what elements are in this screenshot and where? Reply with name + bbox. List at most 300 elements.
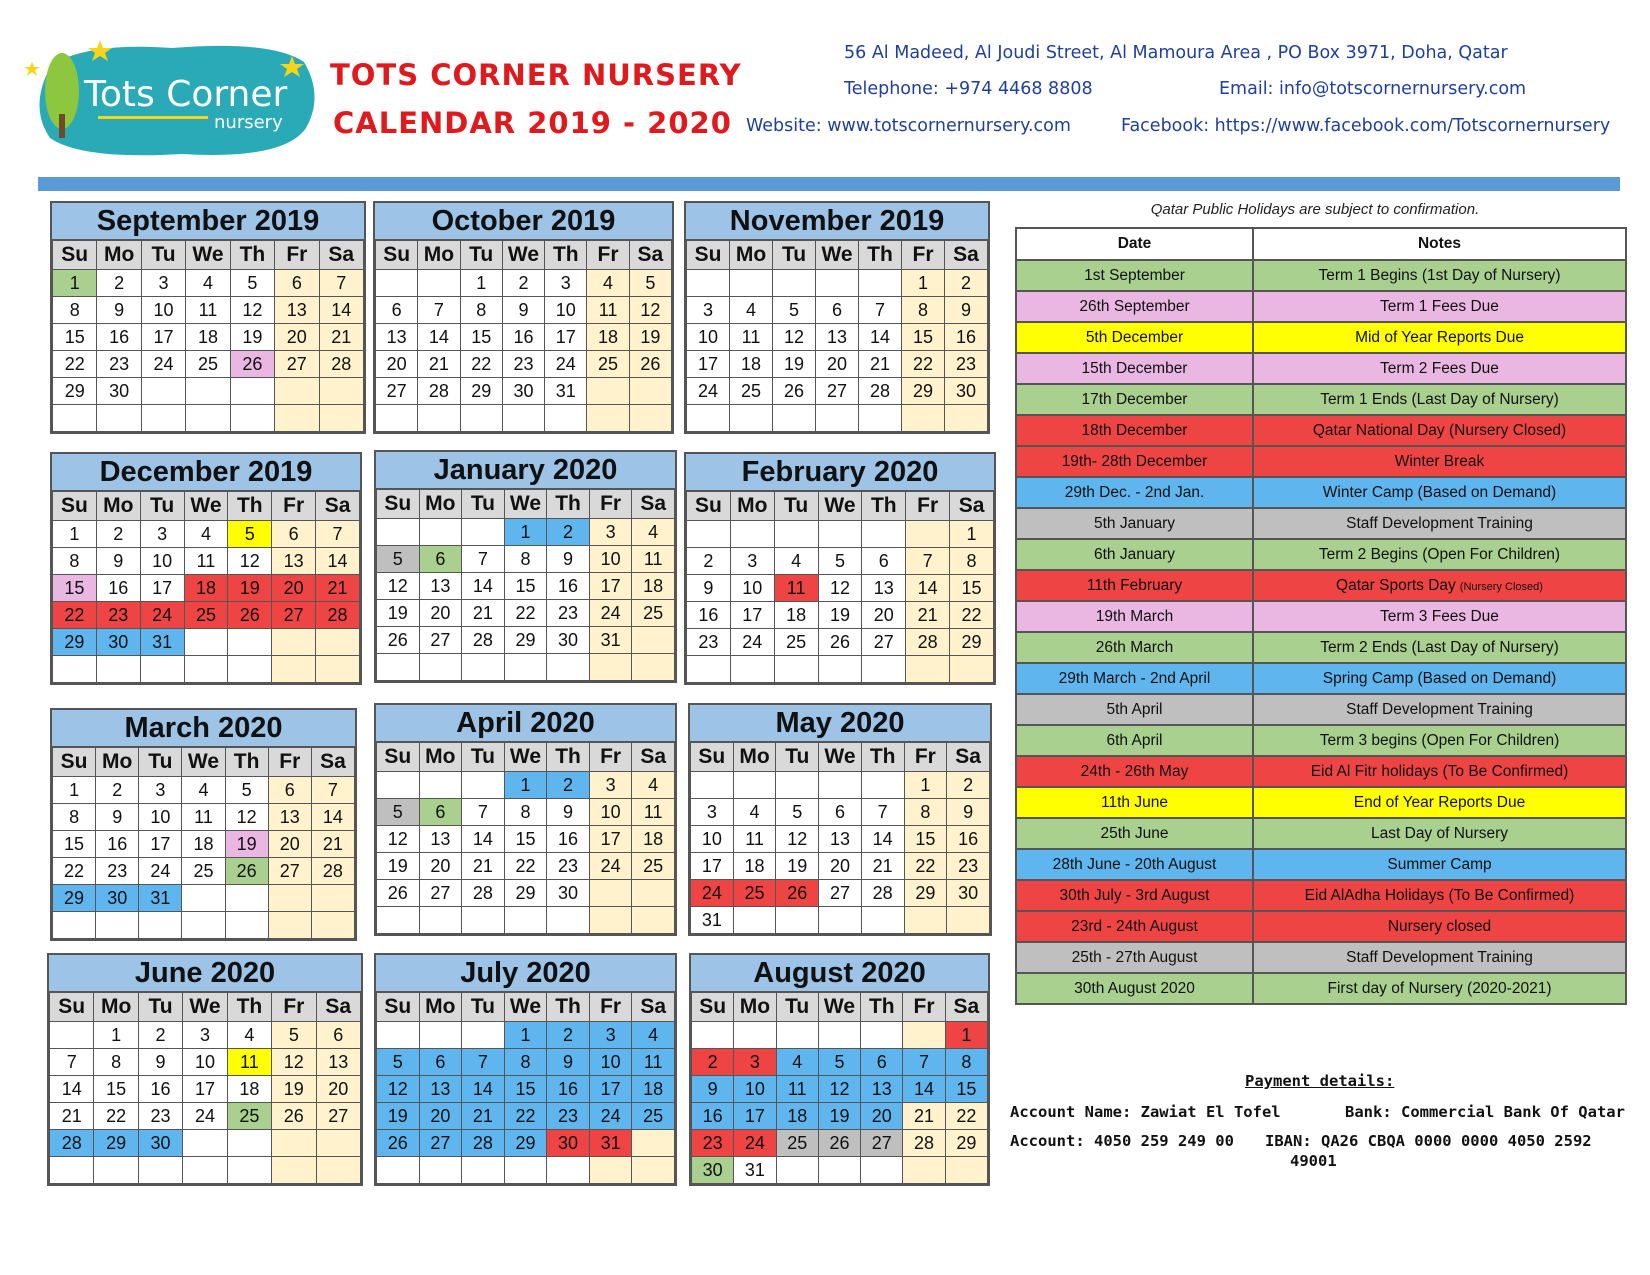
- holiday-note-text: End of Year Reports Due: [1353, 793, 1526, 811]
- day-cell: 28: [462, 1130, 505, 1157]
- month-title: January 2020: [376, 452, 675, 489]
- day-cell: [462, 772, 505, 799]
- day-cell: [547, 1157, 590, 1184]
- day-cell: [733, 772, 776, 799]
- weekday-label: We: [182, 748, 225, 777]
- holiday-date: 19th- 28th December: [1016, 446, 1253, 477]
- day-cell: 10: [183, 1049, 227, 1076]
- day-cell: 8: [504, 1049, 547, 1076]
- day-cell: 20: [272, 575, 316, 602]
- day-cell: 2: [547, 772, 590, 799]
- day-cell: 27: [862, 629, 906, 656]
- day-cell: 12: [818, 1076, 860, 1103]
- day-cell: 23: [945, 351, 988, 378]
- weekday-label: Tu: [140, 492, 184, 521]
- week-row: [377, 799, 675, 826]
- day-cell: 10: [589, 1049, 632, 1076]
- week-row: [377, 907, 675, 934]
- day-cell: 26: [228, 602, 272, 629]
- day-cell: 5: [377, 546, 420, 573]
- week-row: [687, 270, 988, 297]
- day-cell: [950, 656, 994, 683]
- holiday-note-text: Mid of Year Reports Due: [1355, 328, 1524, 346]
- day-cell: [462, 907, 505, 934]
- day-cell: 4: [733, 799, 776, 826]
- tots-corner-logo: [22, 36, 322, 164]
- day-cell: [861, 1022, 903, 1049]
- weekday-label: Th: [227, 993, 271, 1022]
- week-row: [376, 405, 672, 432]
- day-cell: [587, 405, 629, 432]
- day-cell: 20: [861, 1103, 903, 1130]
- day-cell: [859, 405, 902, 432]
- day-cell: 2: [945, 270, 988, 297]
- day-cell: [632, 1157, 675, 1184]
- day-cell: 22: [504, 600, 547, 627]
- day-cell: 8: [950, 548, 994, 575]
- day-cell: 11: [730, 324, 773, 351]
- day-cell: [730, 270, 773, 297]
- holiday-note-text: Staff Development Training: [1346, 514, 1533, 532]
- weekday-label: Su: [687, 241, 730, 270]
- holiday-note-text: Term 3 begins (Open For Children): [1319, 731, 1560, 749]
- holiday-note: [1253, 818, 1626, 849]
- day-cell: 6: [816, 297, 859, 324]
- day-cell: 2: [96, 777, 139, 804]
- day-cell: [687, 656, 731, 683]
- day-cell: 21: [319, 324, 363, 351]
- holiday-note: [1253, 477, 1626, 508]
- holiday-row: [1016, 353, 1626, 384]
- day-cell: 3: [589, 1022, 632, 1049]
- week-row: [692, 1130, 988, 1157]
- week-row: [691, 853, 990, 880]
- day-cell: 16: [97, 324, 141, 351]
- day-cell: 3: [589, 519, 632, 546]
- day-cell: 15: [460, 324, 502, 351]
- day-cell: 9: [947, 799, 990, 826]
- day-cell: [687, 521, 731, 548]
- week-row: [53, 270, 364, 297]
- day-cell: 16: [547, 826, 590, 853]
- day-cell: 5: [776, 799, 819, 826]
- day-cell: 13: [272, 548, 316, 575]
- day-cell: 7: [462, 799, 505, 826]
- day-cell: [589, 1157, 632, 1184]
- day-cell: 10: [734, 1076, 776, 1103]
- week-row: [377, 1130, 675, 1157]
- day-cell: 13: [816, 324, 859, 351]
- day-cell: 6: [419, 546, 462, 573]
- week-row: [377, 1049, 675, 1076]
- day-cell: [730, 405, 773, 432]
- weekday-label: Fr: [906, 492, 950, 521]
- day-cell: 30: [547, 627, 590, 654]
- day-cell: 24: [687, 378, 730, 405]
- holiday-note-text: Nursery closed: [1387, 917, 1492, 935]
- day-cell: 5: [230, 270, 274, 297]
- day-cell: 1: [504, 1022, 547, 1049]
- day-cell: 3: [139, 777, 182, 804]
- weekday-label: Sa: [947, 743, 990, 772]
- week-row: [687, 351, 988, 378]
- day-cell: 16: [502, 324, 544, 351]
- day-cell: 22: [945, 1103, 987, 1130]
- week-row: [53, 548, 360, 575]
- week-row: [692, 1049, 988, 1076]
- day-cell: [311, 885, 354, 912]
- day-cell: 7: [316, 521, 360, 548]
- holiday-note-text: Spring Camp (Based on Demand): [1322, 669, 1557, 687]
- day-cell: 12: [272, 1049, 316, 1076]
- day-cell: 25: [184, 602, 228, 629]
- day-cell: 28: [462, 627, 505, 654]
- weekday-label: Fr: [272, 492, 316, 521]
- day-cell: 17: [183, 1076, 227, 1103]
- day-cell: 21: [462, 853, 505, 880]
- day-cell: [587, 378, 629, 405]
- day-cell: 26: [377, 1130, 420, 1157]
- weekday-label: We: [818, 492, 862, 521]
- holiday-note-text: Summer Camp: [1387, 855, 1492, 873]
- holiday-note: [1253, 353, 1626, 384]
- day-cell: 21: [316, 575, 360, 602]
- notes-column-header: Notes: [1253, 228, 1626, 260]
- day-cell: 3: [687, 297, 730, 324]
- week-row: [691, 907, 990, 934]
- holiday-note: [1253, 601, 1626, 632]
- day-cell: 28: [906, 629, 950, 656]
- holiday-date: 23rd - 24th August: [1016, 911, 1253, 942]
- weekday-label: Su: [377, 743, 420, 772]
- day-cell: 5: [818, 548, 862, 575]
- day-cell: [419, 654, 462, 681]
- day-cell: 26: [818, 1130, 860, 1157]
- holiday-row: [1016, 508, 1626, 539]
- day-cell: 19: [377, 600, 420, 627]
- day-cell: 17: [730, 602, 774, 629]
- day-cell: 19: [228, 575, 272, 602]
- day-cell: 10: [545, 297, 587, 324]
- holiday-note-text: Eid AlAdha Holidays (To Be Confirmed): [1304, 886, 1575, 904]
- day-cell: 30: [96, 885, 139, 912]
- weekday-label: Mo: [97, 241, 141, 270]
- day-cell: [687, 405, 730, 432]
- day-cell: 8: [945, 1049, 987, 1076]
- day-cell: 14: [462, 826, 505, 853]
- day-cell: 4: [587, 270, 629, 297]
- day-cell: 8: [460, 297, 502, 324]
- day-cell: [589, 907, 632, 934]
- week-row: [376, 297, 672, 324]
- day-cell: [268, 885, 311, 912]
- day-cell: 31: [691, 907, 734, 934]
- header-divider: [38, 177, 1620, 191]
- day-cell: [691, 772, 734, 799]
- day-cell: 24: [734, 1130, 776, 1157]
- week-row: [53, 324, 364, 351]
- day-cell: 6: [275, 270, 319, 297]
- day-cell: [268, 912, 311, 939]
- week-row: [377, 772, 675, 799]
- day-cell: 4: [182, 777, 225, 804]
- day-cell: 11: [227, 1049, 271, 1076]
- holiday-note: [1253, 539, 1626, 570]
- day-cell: 30: [138, 1130, 182, 1157]
- day-cell: [776, 907, 819, 934]
- day-cell: 17: [687, 351, 730, 378]
- holiday-note-text: Staff Development Training: [1346, 700, 1533, 718]
- holiday-date: 29th Dec. - 2nd Jan.: [1016, 477, 1253, 508]
- day-cell: [462, 654, 505, 681]
- day-cell: [776, 1022, 818, 1049]
- day-cell: [377, 654, 420, 681]
- day-cell: 20: [819, 853, 862, 880]
- day-cell: 17: [734, 1103, 776, 1130]
- day-cell: 19: [377, 853, 420, 880]
- holiday-note-text: Term 1 Begins (1st Day of Nursery): [1318, 266, 1561, 284]
- weekday-label: Th: [547, 993, 590, 1022]
- month-grid: [52, 240, 364, 432]
- day-cell: [377, 907, 420, 934]
- month-title: November 2019: [686, 203, 988, 240]
- weekday-label: Su: [50, 993, 94, 1022]
- weekday-label: Fr: [589, 743, 632, 772]
- day-cell: 28: [861, 880, 904, 907]
- day-cell: [862, 656, 906, 683]
- day-cell: 22: [53, 858, 96, 885]
- day-cell: 18: [182, 831, 225, 858]
- weekday-label: Th: [861, 993, 903, 1022]
- day-cell: 31: [589, 1130, 632, 1157]
- day-cell: 1: [504, 519, 547, 546]
- weekday-label: Tu: [138, 993, 182, 1022]
- day-cell: 31: [589, 627, 632, 654]
- weekday-label: Mo: [733, 743, 776, 772]
- day-cell: 14: [906, 575, 950, 602]
- day-cell: 14: [316, 548, 360, 575]
- week-row: [687, 521, 994, 548]
- week-row: [53, 912, 355, 939]
- holiday-date: 6th January: [1016, 539, 1253, 570]
- day-cell: 5: [225, 777, 268, 804]
- weekday-row: [377, 490, 675, 519]
- day-cell: 6: [316, 1022, 360, 1049]
- week-row: [377, 1103, 675, 1130]
- holiday-note-small: (Nursery Closed): [1459, 580, 1543, 593]
- holiday-date: 26th March: [1016, 632, 1253, 663]
- day-cell: [774, 656, 818, 683]
- day-cell: 9: [96, 548, 140, 575]
- week-row: [377, 826, 675, 853]
- day-cell: 29: [945, 1130, 987, 1157]
- day-cell: 21: [859, 351, 902, 378]
- day-cell: 9: [96, 804, 139, 831]
- holiday-date: 6th April: [1016, 725, 1253, 756]
- week-row: [687, 324, 988, 351]
- week-row: [691, 880, 990, 907]
- holiday-note-text: Winter Break: [1394, 452, 1485, 470]
- day-cell: [902, 405, 945, 432]
- day-cell: 27: [861, 1130, 903, 1157]
- day-cell: 14: [50, 1076, 94, 1103]
- holiday-note-text: Staff Development Training: [1346, 948, 1533, 966]
- day-cell: 21: [861, 853, 904, 880]
- weekday-label: We: [502, 241, 544, 270]
- day-cell: [776, 772, 819, 799]
- week-row: [53, 831, 355, 858]
- month-calendar: [688, 703, 992, 936]
- day-cell: [687, 270, 730, 297]
- holiday-date: 11th June: [1016, 787, 1253, 818]
- weekday-label: Sa: [319, 241, 363, 270]
- week-row: [687, 629, 994, 656]
- day-cell: [818, 656, 862, 683]
- day-cell: [140, 656, 184, 683]
- holiday-row: [1016, 446, 1626, 477]
- month-grid: [691, 992, 988, 1184]
- day-cell: [773, 270, 816, 297]
- day-cell: 31: [734, 1157, 776, 1184]
- day-cell: [589, 880, 632, 907]
- day-cell: 6: [419, 1049, 462, 1076]
- day-cell: 30: [947, 880, 990, 907]
- day-cell: 22: [504, 853, 547, 880]
- weekday-label: Mo: [419, 490, 462, 519]
- weekday-label: Su: [53, 748, 96, 777]
- day-cell: [141, 378, 185, 405]
- day-cell: 27: [272, 602, 316, 629]
- weekday-row: [53, 241, 364, 270]
- day-cell: 9: [547, 1049, 590, 1076]
- day-cell: 25: [776, 1130, 818, 1157]
- day-cell: 24: [589, 853, 632, 880]
- day-cell: 27: [816, 378, 859, 405]
- week-row: [376, 351, 672, 378]
- day-cell: 23: [96, 858, 139, 885]
- day-cell: [138, 1157, 182, 1184]
- day-cell: 24: [139, 858, 182, 885]
- weekday-label: Su: [377, 490, 420, 519]
- day-cell: 11: [632, 799, 675, 826]
- day-cell: 12: [377, 1076, 420, 1103]
- day-cell: 6: [272, 521, 316, 548]
- day-cell: [730, 521, 774, 548]
- month-title: September 2019: [52, 203, 364, 240]
- weekday-label: Mo: [419, 993, 462, 1022]
- day-cell: [734, 1022, 776, 1049]
- day-cell: 25: [587, 351, 629, 378]
- day-cell: 12: [629, 297, 671, 324]
- weekday-label: Mo: [96, 748, 139, 777]
- day-cell: 9: [945, 297, 988, 324]
- day-cell: [589, 654, 632, 681]
- day-cell: 5: [377, 1049, 420, 1076]
- month-grid: [690, 742, 990, 934]
- month-title: May 2020: [690, 705, 990, 742]
- week-row: [50, 1103, 361, 1130]
- day-cell: 6: [861, 1049, 903, 1076]
- day-cell: [818, 1157, 860, 1184]
- week-row: [692, 1076, 988, 1103]
- day-cell: [376, 405, 418, 432]
- day-cell: 27: [376, 378, 418, 405]
- day-cell: 17: [589, 826, 632, 853]
- day-cell: 24: [183, 1103, 227, 1130]
- day-cell: [228, 629, 272, 656]
- day-cell: 10: [139, 804, 182, 831]
- weekday-label: Fr: [272, 993, 316, 1022]
- day-cell: [311, 912, 354, 939]
- week-row: [53, 858, 355, 885]
- day-cell: 20: [376, 351, 418, 378]
- month-title: October 2019: [375, 203, 672, 240]
- day-cell: [629, 405, 671, 432]
- day-cell: [629, 378, 671, 405]
- day-cell: 15: [504, 826, 547, 853]
- week-row: [53, 602, 360, 629]
- month-title: March 2020: [52, 710, 355, 747]
- week-row: [687, 297, 988, 324]
- day-cell: [272, 1157, 316, 1184]
- date-column-header: Date: [1016, 228, 1253, 260]
- weekday-label: Tu: [773, 241, 816, 270]
- day-cell: 7: [462, 546, 505, 573]
- day-cell: 26: [773, 378, 816, 405]
- day-cell: 12: [230, 297, 274, 324]
- day-cell: 27: [419, 1130, 462, 1157]
- day-cell: 24: [730, 629, 774, 656]
- day-cell: 22: [504, 1103, 547, 1130]
- day-cell: [419, 1022, 462, 1049]
- day-cell: 11: [776, 1076, 818, 1103]
- day-cell: 31: [139, 885, 182, 912]
- day-cell: 11: [774, 575, 818, 602]
- day-cell: [50, 1157, 94, 1184]
- day-cell: 29: [460, 378, 502, 405]
- month-grid: [52, 491, 360, 683]
- day-cell: [692, 1022, 734, 1049]
- day-cell: 13: [268, 804, 311, 831]
- day-cell: [316, 1130, 360, 1157]
- day-cell: 19: [272, 1076, 316, 1103]
- holiday-note-text: Last Day of Nursery: [1371, 824, 1508, 842]
- address: 56 Al Madeed, Al Joudi Street, Al Mamoura Area , PO Box 3971, Doha, Qatar: [844, 43, 1508, 63]
- day-cell: 31: [140, 629, 184, 656]
- day-cell: 7: [903, 1049, 945, 1076]
- day-cell: 4: [632, 772, 675, 799]
- holidays-header-row: [1016, 228, 1626, 260]
- holiday-row: [1016, 818, 1626, 849]
- day-cell: [275, 405, 319, 432]
- day-cell: 5: [228, 521, 272, 548]
- day-cell: [96, 656, 140, 683]
- day-cell: 19: [773, 351, 816, 378]
- day-cell: 5: [629, 270, 671, 297]
- day-cell: 1: [94, 1022, 138, 1049]
- day-cell: 9: [547, 546, 590, 573]
- week-row: [53, 575, 360, 602]
- day-cell: 24: [691, 880, 734, 907]
- day-cell: 18: [730, 351, 773, 378]
- weekday-row: [692, 993, 988, 1022]
- day-cell: [819, 772, 862, 799]
- weekday-label: Sa: [945, 241, 988, 270]
- holiday-row: [1016, 694, 1626, 725]
- weekday-label: Su: [692, 993, 734, 1022]
- day-cell: 3: [183, 1022, 227, 1049]
- day-cell: 14: [311, 804, 354, 831]
